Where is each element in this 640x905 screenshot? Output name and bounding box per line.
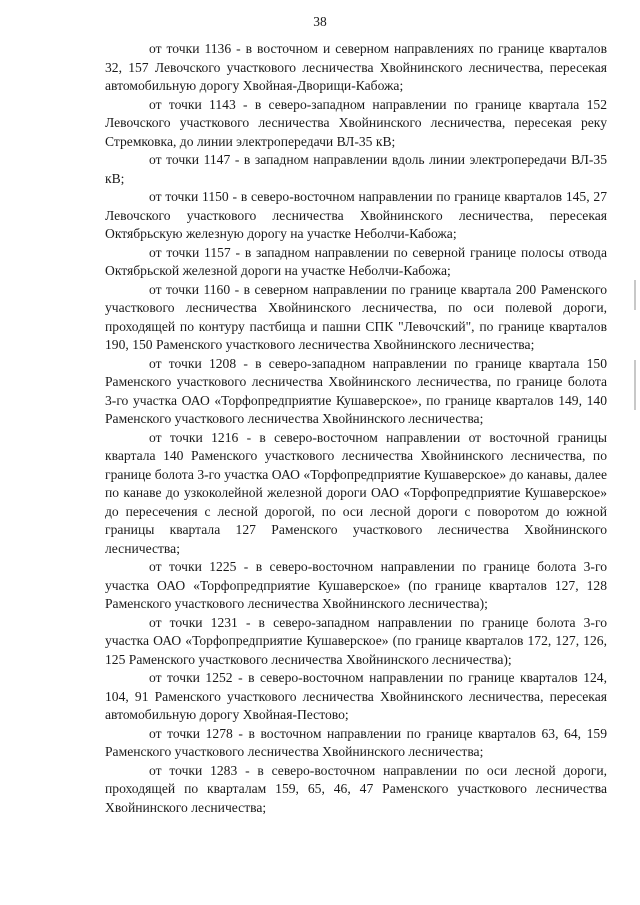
paragraph-point-1283: от точки 1283 - в северо-восточном направлении по оси лесной дороги, проходящей по кварталам 159, 65, 46, 47 Раменского участкового лесничества Хвойнинского лесничества; [105,762,607,815]
paragraph-point-1157: от точки 1157 - в западном направлении по северной границе полосы отвода Октябрьской железной дороги на участке Неболчи-Кабожа; [105,244,607,278]
paragraph-point-1216: от точки 1216 - в северо-восточном направлении от восточной границы квартала 140 Раменского участкового лесничества Хвойнинского лесничества, по границе болота 3-го участка ОАО «Торфопредприятие Кушаверское» до канавы, далее по канаве до узкоколейной железной дороги ОАО «Торфопредприятие Кушаверское» до пересечения с лесной дорогой, по оси лесной дороги с поворотом до южной границы квартала 127 Раменского участкового лесничества Хвойнинского лесничества; [105,429,607,556]
paragraph-point-1147: от точки 1147 - в западном направлении вдоль линии электропередачи ВЛ-35 кВ; [105,152,607,186]
paragraph-point-1208: от точки 1208 - в северо-западном направлении по границе квартала 150 Раменского участкового лесничества Хвойнинского лесничества, по границе болота 3-го участка ОАО «Торфопредприятие Кушаверское», по границе кварталов 149, 140 Раменского участкового лесничества Хвойнинского лесничества; [105,355,607,426]
paragraph-point-1150: от точки 1150 - в северо-восточном направлении по границе кварталов 145, 27 Левочского участкового лесничества Хвойнинского лесничества, пересекая Октябрьскую железную дорогу на участке Неболчи-Кабожа; [105,189,607,241]
document-body [105,40,607,817]
scan-edge-mark [634,280,636,310]
paragraph-point-1225: от точки 1225 - в северо-восточном направлении по границе болота 3-го участка ОАО «Торфопредприятие Кушаверское» (по границе кварталов 127, 128 Раменского участкового лесничества Хвойнинского лесничества); [105,559,607,611]
paragraph-point-1136: от точки 1136 - в восточном и северном направлениях по границе кварталов 32, 157 Левочского участкового лесничества Хвойнинского лесничества, пересекая автомобильную дорогу Хвойная-Дворищи-Кабожа; [105,41,607,93]
paragraph-point-1278: от точки 1278 - в восточном направлении по границе кварталов 63, 64, 159 Раменского участкового лесничества Хвойнинского лесничества; [105,725,607,759]
paragraph-point-1143: от точки 1143 - в северо-западном направлении по границе квартала 152 Левочского участкового лесничества Хвойнинского лесничества, пересекая реку Стремковка, до линии электропередачи ВЛ-35 кВ; [105,96,607,149]
paragraph-point-1252: от точки 1252 - в северо-восточном направлении по границе кварталов 124, 104, 91 Раменского участкового лесничества Хвойнинского лесничества, пересекая автомобильную дорогу Хвойная-Пестово; [105,670,607,722]
paragraph-point-1231: от точки 1231 - в северо-западном направлении по границе болота 3-го участка ОАО «Торфопредприятие Кушаверское» (по границе кварталов 172, 127, 126, 125 Раменского участкового лесничества Хвойнинского лесничества); [105,614,607,667]
page-number: 38 [313,14,327,29]
scan-edge-mark [634,360,636,410]
paragraph-point-1160: от точки 1160 - в северном направлении по границе квартала 200 Раменского участкового лесничества Хвойнинского лесничества, по оси полевой дороги, проходящей по контуру пастбища и пашни СПК "Левочский", по границе кварталов 190, 150 Раменского участкового лесничества Хвойнинского лесничества; [105,281,607,352]
